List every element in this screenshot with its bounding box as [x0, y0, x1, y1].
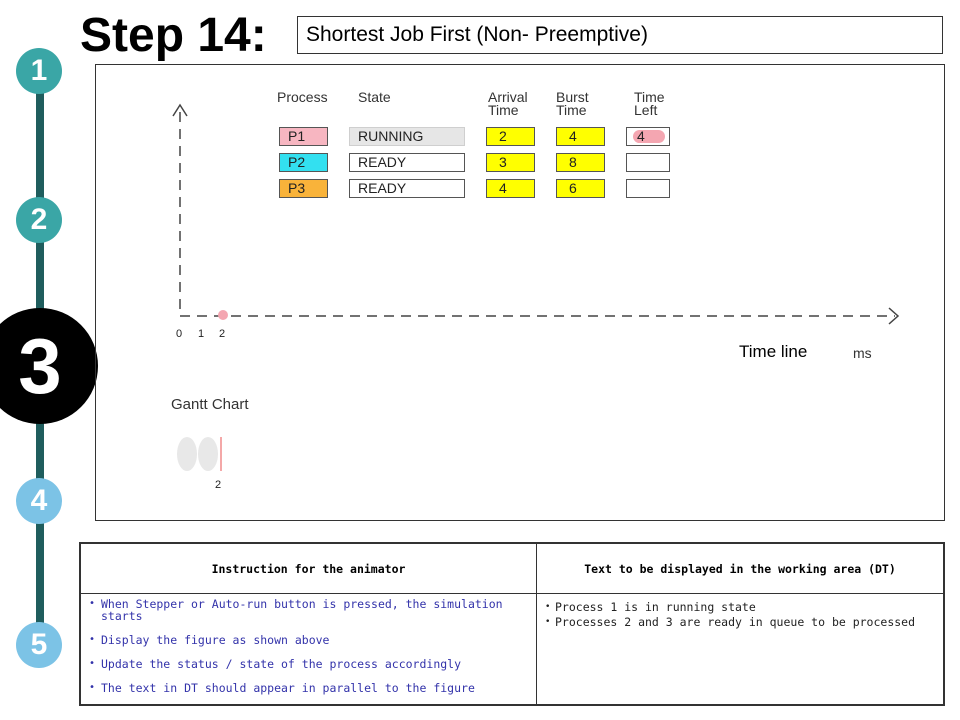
instruction-item: • The text in DT should appear in parallel to the figure [89, 682, 536, 694]
step-number: 5 [30, 628, 48, 661]
arrival-cell-p1: 2 [486, 127, 535, 146]
instruction-table [79, 542, 945, 706]
step-number: 4 [30, 484, 48, 517]
header-state: State [358, 89, 391, 105]
instruction-item: • When Stepper or Auto-run button is pressed, the simulation starts [89, 598, 536, 622]
dt-item: • Process 1 is in running state [545, 600, 943, 615]
gantt-placeholder-1 [177, 437, 197, 471]
arrival-cell-p2: 3 [486, 153, 535, 172]
step-number: 2 [30, 203, 48, 236]
state-cell-p2: READY [349, 153, 465, 172]
instruction-header: Instruction for the animator [81, 544, 537, 594]
header-arrival-2: Time [488, 102, 519, 118]
gantt-placeholder-2 [198, 437, 218, 471]
unit-label: ms [853, 345, 872, 361]
burst-cell-p1: 4 [556, 127, 605, 146]
header-burst-1: Burst [556, 89, 589, 105]
tick-2: 2 [219, 328, 226, 340]
instruction-list [81, 594, 537, 706]
dt-list [537, 594, 943, 706]
page-title: Step 14: [80, 9, 267, 62]
current-time-marker [218, 310, 228, 320]
process-cell-p3: P3 [279, 179, 328, 198]
timeleft-cell-p1 [626, 127, 670, 146]
tick-0: 0 [176, 328, 183, 340]
header-burst-2: Time [556, 102, 587, 118]
instruction-item: • Update the status / state of the process accordingly [89, 658, 536, 670]
tick-1: 1 [198, 328, 205, 340]
timeleft-value-p1: 4 [637, 128, 645, 144]
process-cell-p2: P2 [279, 153, 328, 172]
step-number: 3 [18, 321, 62, 410]
timeleft-cell-p2 [626, 153, 670, 172]
instruction-item: • Display the figure as shown above [89, 634, 536, 646]
state-cell-p1: RUNNING [349, 127, 465, 146]
dt-item: • Processes 2 and 3 are ready in queue to be processed [545, 615, 943, 630]
burst-cell-p2: 8 [556, 153, 605, 172]
step-number: 1 [30, 54, 48, 87]
state-cell-p3: READY [349, 179, 465, 198]
header-timeleft-1: Time [634, 89, 665, 105]
burst-cell-p3: 6 [556, 179, 605, 198]
arrival-cell-p3: 4 [486, 179, 535, 198]
algorithm-title: Shortest Job First (Non- Preemptive) [297, 16, 943, 54]
process-cell-p1: P1 [279, 127, 328, 146]
dt-header: Text to be displayed in the working area (DT) [537, 544, 943, 594]
header-timeleft-2: Left [634, 102, 658, 118]
gantt-chart-label: Gantt Chart [171, 396, 249, 413]
header-arrival-1: Arrival [488, 89, 528, 105]
gantt-tick: 2 [215, 479, 222, 491]
timeline-label: Time line [739, 342, 808, 361]
header-process: Process [277, 89, 328, 105]
timeleft-cell-p3 [626, 179, 670, 198]
